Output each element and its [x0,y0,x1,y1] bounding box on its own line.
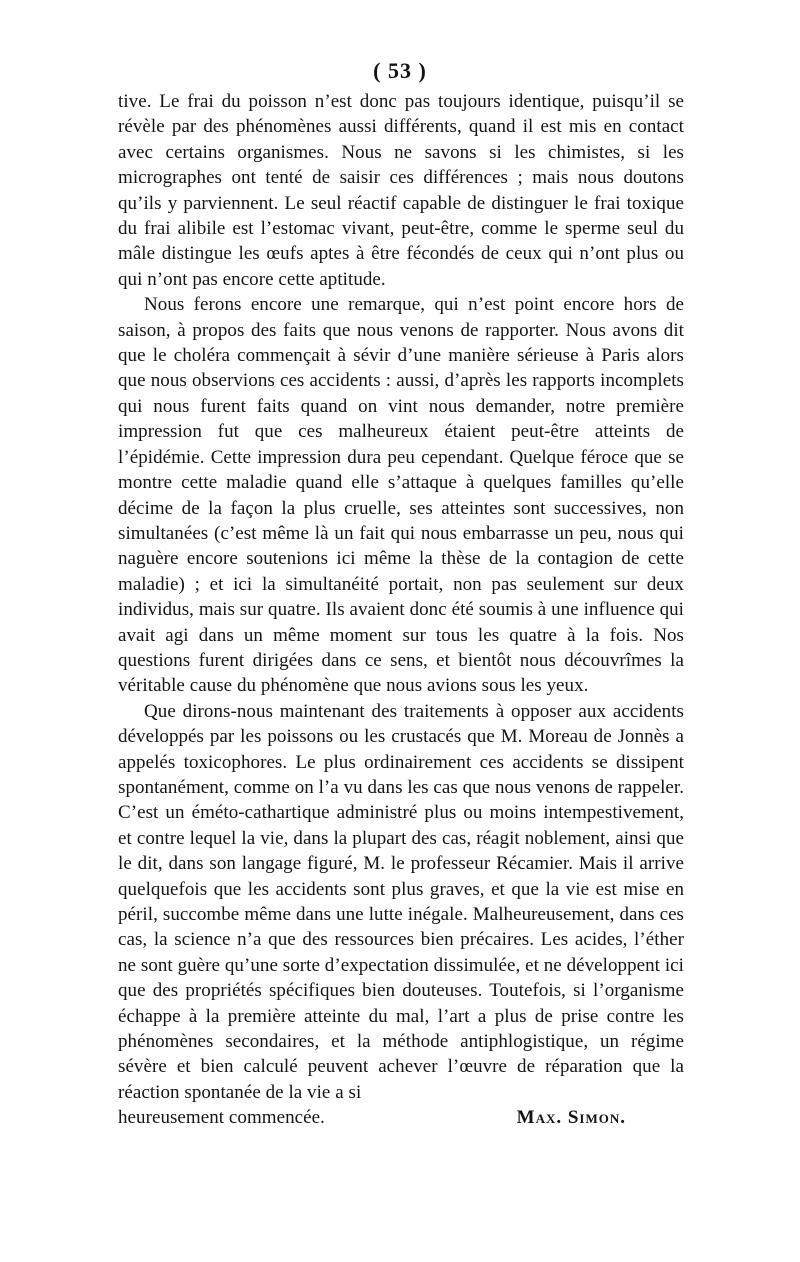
page-number: ( 53 ) [373,58,427,83]
paragraph-1: tive. Le frai du poisson n’est donc pas toujours identique, puisqu’il se révèle par des phénomènes aussi différents, quand il est mis en contact avec certains organismes. Nous ne savons si les chimistes, si les micrographes ont tenté de saisir ces différences ; mais nous doutons qu’ils y parviennent. Le seul réactif capable de distinguer le frai toxique du frai alibile est l’estomac vivant, peut-être, comme le sperme seul du mâle distingue les œufs aptes à être fécondés de ceux qui n’ont plus ou qui n’ont pas encore cette aptitude. [118,91,684,290]
author-signature: Max. Simon. [516,1107,626,1129]
body-text [118,89,684,1131]
paragraph-2: Nous ferons encore une remarque, qui n’est point encore hors de saison, à propos des faits que nous venons de rapporter. Nous avons dit que le choléra commençait à sévir d’une manière sérieuse à Paris alors que nous observions ces accidents : aussi, d’après les rapports incomplets qui nous furent faits quand on vint nous demander, notre première impression fut que ces malheureux étaient peut-être atteints de l’épidémie. Cette impression dura peu cependant. Quelque féroce que se montre cette maladie quand elle s’attaque à quelques familles qu’elle décime de la façon la plus cruelle, ses atteintes sont successives, non simultanées (c’est même là un fait qui nous embarrasse un peu, nous qui naguère encore soutenions ici même la thèse de la contagion de cette maladie) ; et ici la simultanéité portait, non pas seulement sur deux individus, mais sur quatre. Ils avaient donc été soumis à une influence qui avait agi dans un même moment sur tous les quatre à la fois. Nos questions furent dirigées dans ce sens, et bientôt nous découvrîmes la véritable cause du phénomène que nous avions sous les yeux. [118,294,684,697]
paragraph-3: Que dirons-nous maintenant des traitements à opposer aux accidents développés par les poissons ou les crustacés que M. Moreau de Jonnès a appelés toxicophores. Le plus ordinairement ces accidents se dissipent spontanément, comme on l’a vu dans les cas que nous venons de rappeler. C’est un éméto-cathartique administré plus ou moins intempestivement, et contre lequel la vie, dans la plupart des cas, réagit noblement, ainsi que le dit, dans son langage figuré, M. le professeur Récamier. Mais il arrive quelquefois que les accidents sont plus graves, et que la vie est mise en péril, succombe même dans une lutte inégale. Malheureusement, dans ces cas, la science n’a que des ressources bien précaires. Les acides, l’éther ne sont guère qu’une sorte d’expectation dissimulée, et ne développent ici que des propriétés spécifiques bien douteuses. Toutefois, si l’organisme échappe à la première atteinte du mal, l’art a plus de prise contre les phénomènes secondaires, et la méthode antiphlogistique, un régime sévère et bien calculé peuvent achever l’œuvre de réparation que la réaction spontanée de la vie a si [118,700,685,1103]
closing-line [118,1105,684,1130]
closing-text: heureusement commencée. [118,1107,325,1129]
